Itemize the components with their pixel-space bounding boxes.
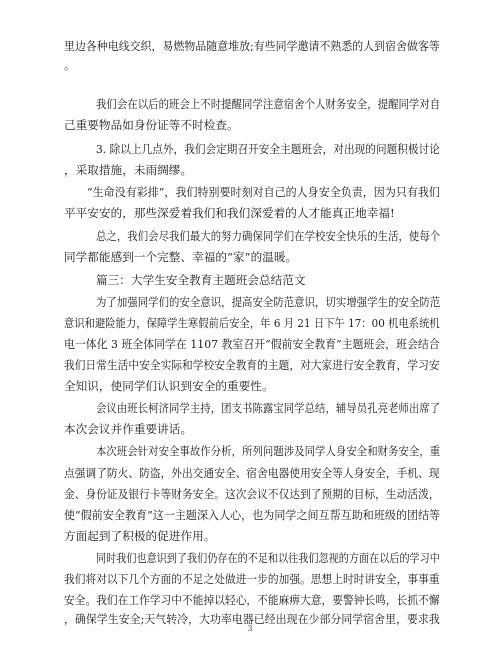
page-number: 3 bbox=[247, 624, 253, 633]
text-line: 总之，我们会尽我们最大的努力确保同学们在学校安全快乐的生活，使每个 bbox=[96, 229, 441, 243]
text-line: 方面起到了积极的促进作用。 bbox=[64, 529, 216, 543]
text-line: 安全。我们在工作学习中不能掉以轻心，不能麻痹大意，要警钟长鸣，长抓不懈 bbox=[64, 593, 440, 607]
text-line: ，采取措施，未雨绸缪。 bbox=[64, 163, 193, 177]
text-line: 3. 除以上几点外，我们会定期召开安全主题班会，对出现的问题积极讨论 bbox=[96, 142, 440, 156]
text-line: 。 bbox=[64, 58, 76, 72]
text-line: 同学都能感到一个完整、幸福的“家”的温暖。 bbox=[64, 250, 298, 264]
text-line: 己重要物品如身份证等不时检查。 bbox=[64, 118, 239, 132]
text-line: 我们日常生活中安全实际和学校安全教育的主题，对大家进行安全教育，学习安 bbox=[64, 358, 440, 372]
text-line: 为了加强同学们的安全意识，提高安全防范意识，切实增强学生的安全防范 bbox=[96, 295, 441, 309]
text-line: 我们会在以后的班会上不时提醒同学注意宿舍个人财务安全，提醒同学对自 bbox=[96, 97, 441, 111]
text-line: ，确保学生安全;天气转冷，大功率电器已经出现在少部分同学宿舍里，要求我 bbox=[64, 612, 440, 626]
text-line: 本次会议并作重要讲话。 bbox=[64, 422, 193, 436]
text-line: 会议由班长柯济同学主持，团支书陈露宝同学总结，辅导员孔亮老师出席了 bbox=[96, 401, 441, 415]
text-line: 我们将对以下几个方面的不足之处做进一步的加强。思想上时时讲安全，事事重 bbox=[64, 572, 440, 586]
text-line: “生命没有彩排”，我们特别要时刻对自己的人身安全负责，因为只有我们 bbox=[87, 185, 440, 199]
text-line: 点强调了防火、防盗，外出交通安全、宿舍电器使用安全等人身安全，手机、现 bbox=[64, 466, 440, 480]
text-line: 同时我们也意识到了我们仍存在的不足和以往我们忽视的方面在以后的学习中 bbox=[96, 551, 440, 565]
text-line: 全知识，使同学们认识到安全的重要性。 bbox=[64, 379, 274, 393]
text-line: 平平安安的，那些深爱着我们和我们深爱着的人才能真正地幸福! bbox=[64, 206, 395, 220]
text-line: 金、身份证及银行卡等财务安全。这次会议不仅达到了预期的目标，生动活泼， bbox=[64, 487, 440, 501]
text-line: 本次班会针对安全事故作分析，所列问题涉及同学人身安全和财务安全，重 bbox=[96, 444, 441, 458]
text-line: 使“假前安全教育”这一主题深入人心，也为同学之间互帮互助和班级的团结等 bbox=[64, 508, 441, 522]
section-heading: 篇三：大学生安全教育主题班会总结范文 bbox=[96, 273, 306, 287]
text-line: 意识和避险能力，保障学生寒假前后安全，年 6 月 21 日下午 17：00 机电系统机 bbox=[64, 316, 440, 330]
text-line: 电一体化 3 班全体同学在 1107 教室召开“假前安全教育”主题班会，班会结合 bbox=[64, 337, 440, 351]
text-line: 里边各种电线交织，易燃物品随意堆放;有些同学邀请不熟悉的人到宿舍做客等 bbox=[64, 39, 440, 53]
